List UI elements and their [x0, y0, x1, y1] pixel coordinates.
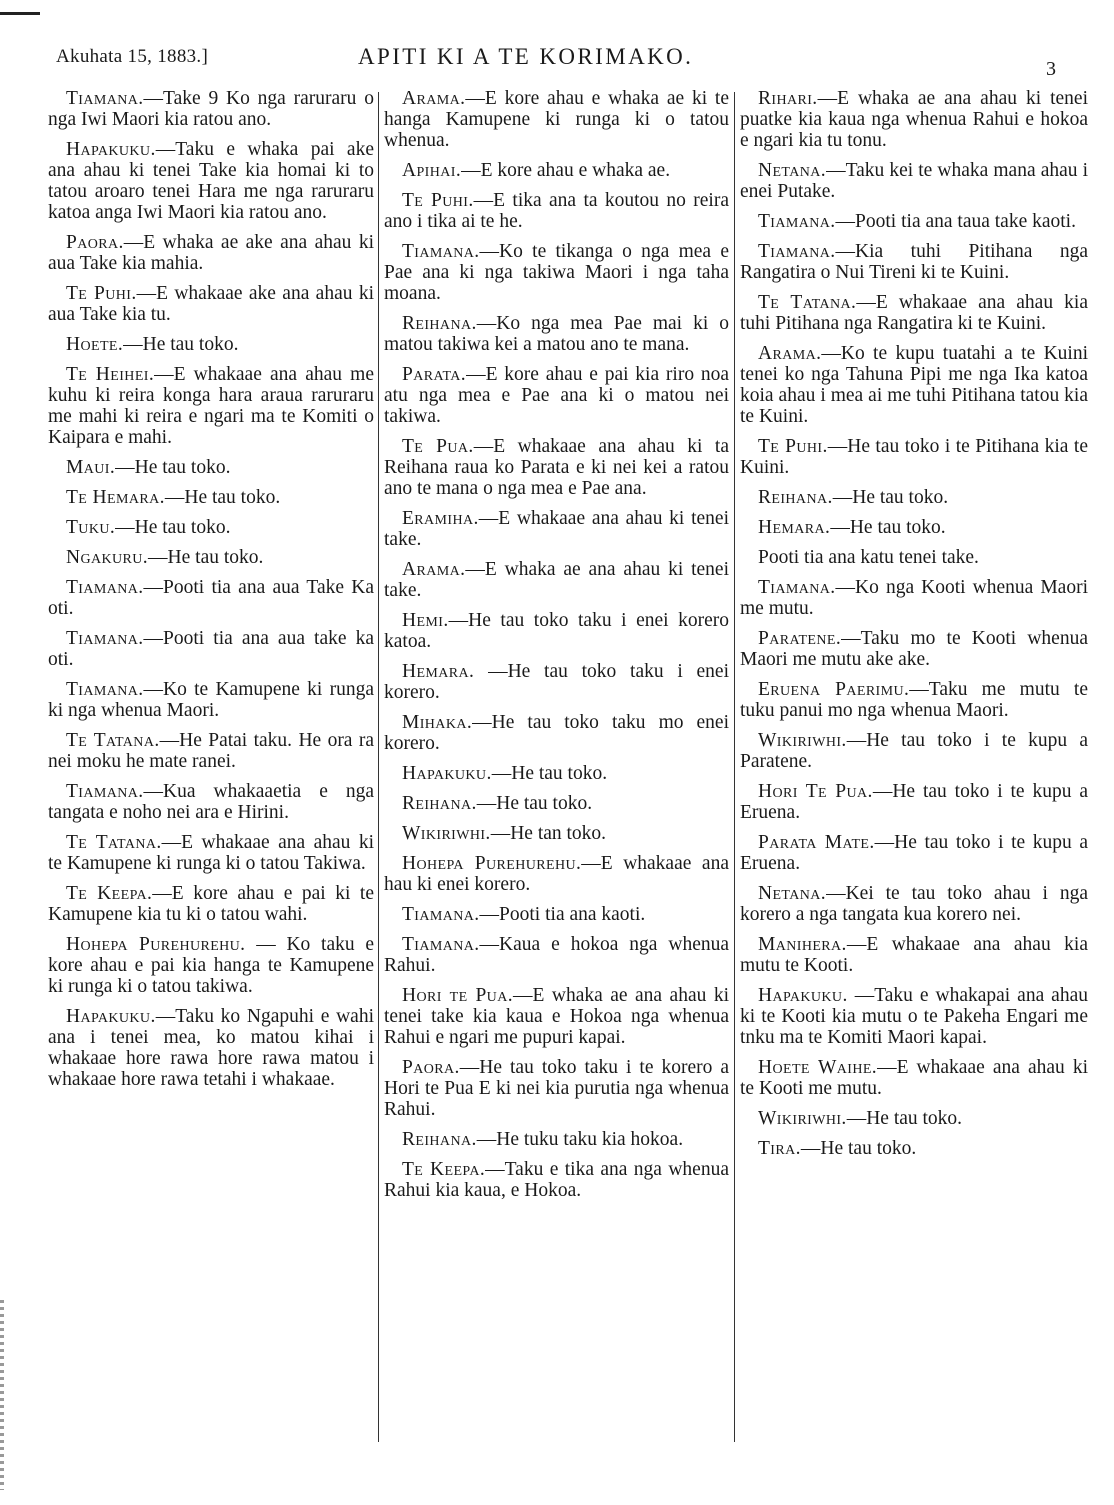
speaker-name: Te Puhi. [758, 436, 828, 457]
speaker-name: Hoete Waihe. [758, 1057, 878, 1078]
speech-text: —E kore ahau e pai ki te Kamupene kia tu ki o tatou wahi. [48, 883, 374, 925]
speech-text: —He tau toko i te kupu a Eruena. [740, 832, 1088, 874]
speaker-name: Tuku. [66, 517, 116, 538]
speaker-name: Tiamana. [402, 904, 480, 925]
minutes-paragraph [384, 985, 729, 1048]
minutes-paragraph [48, 577, 374, 619]
minutes-paragraph [48, 547, 374, 568]
speech-text: —Pooti tia ana aua Take Ka oti. [48, 577, 374, 619]
speaker-name: Wikiriwhi. [402, 823, 491, 844]
speech-text: —Kaua e hokoa nga whenua Rahui. [384, 934, 729, 976]
speaker-name: Hohepa Purehurehu. [402, 853, 582, 874]
speaker-name: Apihai. [402, 160, 462, 181]
minutes-paragraph [740, 883, 1088, 925]
speech-text: —E kore ahau e whaka ae ki te hanga Kamupene ki runga ki o tatou whenua. [384, 88, 729, 151]
speaker-name: Te Keepa. [66, 883, 153, 904]
speaker-name: Paora. [402, 1057, 460, 1078]
minutes-paragraph [384, 793, 729, 814]
speaker-name: Arama. [402, 559, 466, 580]
minutes-paragraph [384, 1159, 729, 1201]
speech-text: —He tau toko. [115, 457, 231, 478]
speech-text: —He tau toko i te kupu a Eruena. [740, 781, 1089, 823]
minutes-paragraph [384, 823, 729, 844]
speech-text: —E whakaae ana ahau me kuhu ki reira konga hara araua raruraru me mahi ki reira e ngari ma te Komiti o Kaipara e mahi. [48, 364, 374, 448]
speaker-name: Reihana. [402, 313, 477, 334]
speech-text: —He tan toko. [490, 823, 607, 844]
minutes-paragraph [384, 88, 729, 151]
minutes-paragraph [48, 832, 374, 874]
minutes-paragraph [48, 781, 374, 823]
speech-text: —E whakaae ana ahau ki te Kooti me mutu. [740, 1057, 1088, 1099]
minutes-paragraph [384, 904, 729, 925]
minutes-paragraph [384, 853, 729, 895]
speaker-name: Rihari. [758, 88, 818, 109]
column-rule [734, 92, 735, 1442]
minutes-paragraph [740, 985, 1088, 1048]
speaker-name: Hapakuku. [402, 763, 492, 784]
speech-text: —Taku e tika ana nga whenua Rahui kia kaua, e Hokoa. [384, 1159, 729, 1201]
minutes-paragraph [384, 763, 729, 784]
minutes-paragraph [384, 661, 729, 703]
minutes-paragraph [384, 508, 729, 550]
minutes-paragraph [740, 487, 1088, 508]
minutes-paragraph [740, 343, 1088, 427]
speech-text: —He tau toko i te kupu a Paratene. [740, 730, 1088, 772]
speaker-name: Hohepa Purehurehu. [66, 934, 246, 955]
speaker-name: Te Puhi. [402, 190, 474, 211]
speech-text: —E tika ana ta koutou no reira ano i tika ai te he. [384, 190, 729, 232]
speaker-name: Te Tatana. [758, 292, 857, 313]
minutes-paragraph [48, 88, 374, 130]
speech-text: —He tau toko. [476, 793, 593, 814]
speech-text: —Ko te tikanga o nga mea e Pae ana ki nga takiwa Maori i nga taha moana. [384, 241, 729, 304]
minutes-paragraph [384, 436, 729, 499]
speech-text: —E whakaae ana ahau ki ta Reihana raua ko Parata e ki nei kei a ratou ano te mana o nga mea e Pae ana. [384, 436, 729, 499]
minutes-paragraph [384, 712, 729, 754]
minutes-paragraph [48, 679, 374, 721]
speech-text: —Taku e whakapai ana ahau ki te Kooti kia mutu o te Pakeha Engari me tnku ma te Komiti Maori kapai. [740, 985, 1088, 1048]
speech-text: —Pooti tia ana kaoti. [479, 904, 646, 925]
minutes-paragraph [384, 313, 729, 355]
speech-text: —He Patai taku. He ora ra nei moku he mate ranei. [48, 730, 374, 772]
speech-text: —E whaka ae ana ahau ki tenei take kia kaua e Hokoa nga whenua Rahui e ngari me pupuri kapai. [384, 985, 729, 1048]
speech-text: —He tau toko. [800, 1138, 917, 1159]
minutes-paragraph [384, 241, 729, 304]
speech-text: —Pooti tia ana taua take kaoti. [835, 211, 1076, 232]
speech-text: —Taku kei te whaka mana ahau i enei Putake. [740, 160, 1088, 202]
speaker-name: Hori Te Pua. [758, 781, 873, 802]
minutes-paragraph [740, 730, 1088, 772]
minutes-paragraph [384, 190, 729, 232]
page-header [0, 40, 1114, 80]
speaker-name: Tiamana. [66, 577, 144, 598]
minutes-paragraph [48, 883, 374, 925]
speaker-name: Reihana. [758, 487, 833, 508]
speaker-name: Netana. [758, 160, 827, 181]
speech-text: —He tau toko. [846, 1108, 963, 1129]
speech-text: —He tau toko taku i te korero a Hori te Pua E ki nei kia purutia nga whenua Rahui. [384, 1057, 729, 1120]
column-1 [48, 88, 374, 1099]
minutes-paragraph [740, 1138, 1088, 1159]
speaker-name: Ngakuru. [66, 547, 149, 568]
speaker-name: Tira. [758, 1138, 801, 1159]
corner-mark [0, 12, 40, 15]
issue-date: Akuhata 15, 1883.] [56, 46, 209, 67]
speech-text: —Ko nga Kooti whenua Maori me mutu. [740, 577, 1088, 619]
speaker-name: Parata Mate. [758, 832, 875, 853]
speech-text: —E whakaae ana ahau ki te Kamupene ki runga ki o tatou Takiwa. [48, 832, 375, 874]
speaker-name: Tiamana. [758, 577, 836, 598]
speech-text: —He tau toko i te Pitihana kia te Kuini. [740, 436, 1088, 478]
minutes-paragraph [48, 334, 374, 355]
speech-text: —He tau toko taku mo enei korero. [384, 712, 729, 754]
speaker-name: Te Puhi. [66, 283, 137, 304]
speech-text: —Ko te kupu tuatahi a te Kuini tenei ko nga Tahuna Pipi me nga Ika katoa koia ahau i mea ai me tuhi Pitihana tatou kia te Kuini. [740, 343, 1088, 427]
minutes-paragraph [384, 610, 729, 652]
minutes-paragraph [48, 139, 374, 223]
minutes-paragraph [740, 1108, 1088, 1129]
minutes-paragraph [740, 628, 1088, 670]
speaker-name: Arama. [758, 343, 822, 364]
speech-text: —E kore ahau e whaka ae. [461, 160, 671, 181]
minutes-paragraph [740, 832, 1088, 874]
speech-text: —He tau toko. [830, 517, 946, 538]
speaker-name: Tiamana. [66, 88, 144, 109]
minutes-paragraph [48, 364, 374, 448]
minutes-paragraph [48, 1006, 374, 1090]
speech-text: —Taku me mutu te tuku panui mo nga whenua Maori. [740, 679, 1089, 721]
speech-text: —He tau toko. [115, 517, 231, 538]
speaker-name: Mihaka. [402, 712, 473, 733]
speech-text: —He tau toko. [164, 487, 281, 508]
scan-edge-artifact [0, 1300, 4, 1490]
column-rule [378, 92, 379, 1442]
speech-text: —E whakaae ake ana ahau ki aua Take kia tu. [48, 283, 374, 325]
minutes-paragraph [740, 1057, 1088, 1099]
speaker-name: Hapakuku. [66, 1006, 156, 1027]
speaker-name: Arama. [402, 88, 466, 109]
speaker-name: Tiamana. [66, 679, 144, 700]
minutes-paragraph [740, 160, 1088, 202]
speaker-name: Te Pua. [402, 436, 474, 457]
speech-text: —Ko nga mea Pae mai ki o matou takiwa kei a matou ano te mana. [384, 313, 729, 355]
speech-text: —He tau toko. [123, 334, 239, 355]
speaker-name: Wikiriwhi. [758, 1108, 847, 1129]
speaker-name: Hapakuku. [66, 139, 156, 160]
speaker-name: Maui. [66, 457, 116, 478]
speaker-name: Tiamana. [758, 241, 836, 262]
minutes-paragraph [48, 487, 374, 508]
minutes-paragraph [48, 232, 374, 274]
speaker-name: Reihana. [402, 793, 477, 814]
speech-text: —He tau toko. [148, 547, 264, 568]
minutes-paragraph [384, 160, 729, 181]
speech-text: —E whakaae ana ahau kia tuhi Pitihana nga Rangatira ki te Kuini. [740, 292, 1088, 334]
speech-text: —Take 9 Ko nga raruraru o nga Iwi Maori kia ratou ano. [48, 88, 374, 130]
speaker-name: Parata. [402, 364, 467, 385]
minutes-paragraph [384, 364, 729, 427]
speaker-name: Wikiriwhi. [758, 730, 847, 751]
speech-text: —Pooti tia ana aua take ka oti. [48, 628, 374, 670]
speaker-name: Eruena Paerimu. [758, 679, 910, 700]
speaker-name: Tiamana. [66, 781, 144, 802]
speech-text: —He tau toko taku i enei korero katoa. [384, 610, 729, 652]
speaker-name: Hori te Pua. [402, 985, 513, 1006]
speaker-name: Hapakuku. [758, 985, 848, 1006]
speaker-name: Tiamana. [758, 211, 836, 232]
speech-text: —E kore ahau e pai kia riro noa atu nga mea e Pae ana ki o matou nei takiwa. [384, 364, 729, 427]
speaker-name: Tiamana. [66, 628, 144, 649]
speaker-name: Hemara. [758, 517, 831, 538]
column-2 [384, 88, 729, 1210]
speaker-name: Paratene. [758, 628, 842, 649]
minutes-paragraph [740, 292, 1088, 334]
speech-text: —He tuku taku kia hokoa. [476, 1129, 684, 1150]
speech-text: —Kua whakaaetia e nga tangata e noho nei ara e Hirini. [48, 781, 374, 823]
speaker-name: Te Hemara. [66, 487, 165, 508]
minutes-paragraph [740, 436, 1088, 478]
speech-text: —He tau toko taku i enei korero. [384, 661, 729, 703]
minutes-paragraph [48, 934, 374, 997]
speech-text: —E whaka ae ana ahau ki tenei puatke kia kaua nga whenua Rahui e hokoa e ngari kia tu tonu. [740, 88, 1088, 151]
minutes-paragraph [384, 934, 729, 976]
minutes-paragraph [740, 211, 1088, 232]
speaker-name: Netana. [758, 883, 827, 904]
minutes-paragraph [48, 283, 374, 325]
minutes-paragraph [740, 517, 1088, 538]
minutes-paragraph [384, 559, 729, 601]
speech-text: —Taku mo te Kooti whenua Maori me mutu ake ake. [740, 628, 1088, 670]
speech-text: —Taku ko Ngapuhi e wahi ana i tenei mea, ko matou kihai i whakaae hore rawa hore rawa matou i whakaae hore rawa tetahi i whakaae. [48, 1006, 374, 1090]
speaker-name: Te Keepa. [402, 1159, 486, 1180]
speech-text: —He tau toko. [832, 487, 949, 508]
speaker-name: Te Tatana. [66, 832, 162, 853]
minutes-paragraph [48, 730, 374, 772]
minutes-paragraph [740, 934, 1088, 976]
minutes-paragraph [740, 679, 1088, 721]
speech-text: —E whaka ae ana ahau ki tenei take. [384, 559, 729, 601]
speech-text: —Kei te tau toko ahau i nga korero a nga tangata kua korero nei. [740, 883, 1088, 925]
minutes-paragraph [740, 577, 1088, 619]
minutes-paragraph [740, 241, 1088, 283]
speaker-name: Hoete. [66, 334, 124, 355]
speaker-name: Hemara. [402, 661, 475, 682]
speech-text: —E whakaae ana ahau ki tenei take. [384, 508, 729, 550]
speech-text: — Ko taku e kore ahau e pai kia hanga te Kamupene ki runga ki o tatou takiwa. [48, 934, 375, 997]
speaker-name: Eramiha. [402, 508, 479, 529]
page-number: 3 [1046, 58, 1056, 80]
speech-text: —E whakaae ana hau ki enei korero. [384, 853, 729, 895]
speaker-name: Tiamana. [402, 241, 480, 262]
minutes-paragraph [740, 88, 1088, 151]
column-3 [740, 88, 1088, 1168]
minutes-paragraph [740, 781, 1088, 823]
speech-text: —He tau toko. [491, 763, 608, 784]
minutes-paragraph [48, 457, 374, 478]
minutes-paragraph [48, 628, 374, 670]
speaker-name: Tiamana. [402, 934, 480, 955]
speech-text: —Taku e whaka pai ake ana ahau ki tenei Take kia homai ki to tatou aroaro tenei Hara me nga raruraru katoa anga Iwi Maori kia ratou ano. [48, 139, 374, 223]
speech-text: Pooti tia ana katu tenei take. [758, 547, 979, 568]
speech-text: —E whaka ae ake ana ahau ki aua Take kia mahia. [48, 232, 374, 274]
speech-text: —Ko te Kamupene ki runga ki nga whenua Maori. [48, 679, 374, 721]
minutes-paragraph [48, 517, 374, 538]
speaker-name: Hemi. [402, 610, 449, 631]
speaker-name: Paora. [66, 232, 124, 253]
speech-text: —Kia tuhi Pitihana nga Rangatira o Nui Tireni ki te Kuini. [740, 241, 1088, 283]
publication-title: APITI KI A TE KORIMAKO. [358, 44, 694, 69]
speaker-name: Manihera. [758, 934, 847, 955]
speech-text: —E whakaae ana ahau kia mutu te Kooti. [740, 934, 1088, 976]
speaker-name: Te Tatana. [66, 730, 160, 751]
speaker-name: Reihana. [402, 1129, 477, 1150]
speaker-name: Te Heihei. [66, 364, 155, 385]
minutes-paragraph [384, 1129, 729, 1150]
minutes-paragraph [740, 547, 1088, 568]
minutes-paragraph [384, 1057, 729, 1120]
